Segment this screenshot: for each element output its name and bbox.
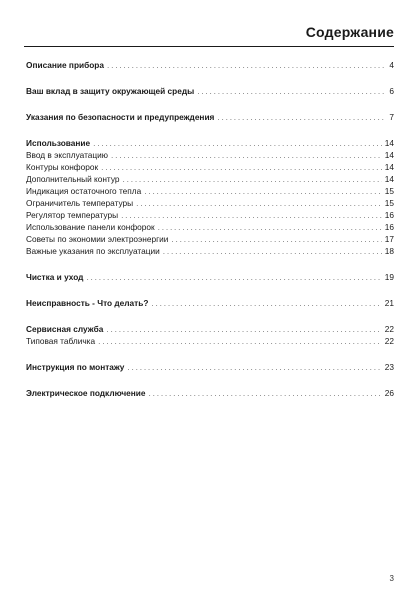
toc-spacer — [26, 347, 394, 361]
toc-dot-leader — [106, 323, 381, 335]
toc-entry-page-number: 14 — [384, 138, 394, 148]
toc-dot-leader — [127, 361, 381, 373]
toc-dot-leader — [107, 59, 386, 71]
toc-spacer — [26, 71, 394, 85]
toc-dot-leader — [158, 221, 382, 233]
toc-entry-label: Сервисная служба — [26, 324, 104, 334]
toc-entry-label: Электрическое подключение — [26, 388, 146, 398]
toc-dot-leader — [197, 85, 386, 97]
toc-entry-label: Важные указания по эксплуатации — [26, 246, 160, 256]
toc-entry-label: Дополнительный контур — [26, 174, 120, 184]
toc-dot-leader — [123, 173, 382, 185]
toc-entry-page-number: 14 — [384, 174, 394, 184]
toc-entry-page-number: 4 — [389, 60, 394, 70]
toc-entry-page-number: 6 — [389, 86, 394, 96]
toc-entry-label: Ограничитель температуры — [26, 198, 134, 208]
toc-dot-leader — [121, 209, 382, 221]
toc-subsection-entry[interactable] — [26, 209, 394, 221]
toc-spacer — [26, 123, 394, 137]
toc-section-entry[interactable] — [26, 387, 394, 399]
toc-entry-label: Инструкция по монтажу — [26, 362, 125, 372]
toc-entry-label: Чистка и уход — [26, 272, 84, 282]
toc-dot-leader — [136, 197, 382, 209]
toc-spacer — [26, 373, 394, 387]
toc-entry-label: Ваш вклад в защиту окружающей среды — [26, 86, 195, 96]
toc-entry-page-number: 19 — [384, 272, 394, 282]
toc-dot-leader — [163, 245, 382, 257]
toc-subsection-entry[interactable] — [26, 149, 394, 161]
toc-entry-page-number: 23 — [384, 362, 394, 372]
toc-dot-leader — [171, 233, 381, 245]
toc-entry-page-number: 15 — [384, 198, 394, 208]
toc-subsection-entry[interactable] — [26, 335, 394, 347]
toc-spacer — [26, 283, 394, 297]
toc-dot-leader — [101, 161, 382, 173]
toc-entry-label: Неисправность - Что делать? — [26, 298, 149, 308]
toc-entry-page-number: 26 — [384, 388, 394, 398]
toc-section-entry[interactable] — [26, 85, 394, 97]
toc-entry-page-number: 14 — [384, 162, 394, 172]
toc-entry-page-number: 22 — [384, 336, 394, 346]
toc-entry-label: Указания по безопасности и предупреждения — [26, 112, 215, 122]
toc-entry-label: Использование панели конфорок — [26, 222, 155, 232]
toc-entry-page-number: 22 — [384, 324, 394, 334]
toc-subsection-entry[interactable] — [26, 233, 394, 245]
toc-subsection-entry[interactable] — [26, 245, 394, 257]
toc-subsection-entry[interactable] — [26, 197, 394, 209]
toc-entry-label: Описание прибора — [26, 60, 104, 70]
toc-entry-label: Советы по экономии электроэнергии — [26, 234, 169, 244]
toc-entry-page-number: 16 — [384, 222, 394, 232]
toc-dot-leader — [93, 137, 382, 149]
toc-entry-label: Ввод в эксплуатацию — [26, 150, 108, 160]
toc-dot-leader — [86, 271, 381, 283]
toc-subsection-entry[interactable] — [26, 185, 394, 197]
toc-subsection-entry[interactable] — [26, 161, 394, 173]
toc-entry-page-number: 7 — [389, 112, 394, 122]
page-title: Содержание — [305, 24, 394, 40]
toc-entry-page-number: 16 — [384, 210, 394, 220]
page-number: 3 — [389, 574, 394, 583]
toc-dot-leader — [217, 111, 386, 123]
toc-entry-page-number: 14 — [384, 150, 394, 160]
toc-entry-label: Индикация остаточного тепла — [26, 186, 142, 196]
toc-entry-label: Использование — [26, 138, 91, 148]
toc-entry-label: Типовая табличка — [26, 336, 96, 346]
toc-dot-leader — [151, 297, 381, 309]
title-divider — [24, 46, 394, 47]
toc-section-entry[interactable] — [26, 111, 394, 123]
toc-section-entry[interactable] — [26, 59, 394, 71]
toc-subsection-entry[interactable] — [26, 221, 394, 233]
toc-entry-page-number: 17 — [384, 234, 394, 244]
toc-entry-label: Контуры конфорок — [26, 162, 99, 172]
toc-section-entry[interactable] — [26, 323, 394, 335]
toc-dot-leader — [149, 387, 382, 399]
toc-entry-page-number: 21 — [384, 298, 394, 308]
toc-dot-leader — [111, 149, 382, 161]
toc-entry-label: Регулятор температуры — [26, 210, 119, 220]
toc-section-entry[interactable] — [26, 137, 394, 149]
toc-entry-page-number: 15 — [384, 186, 394, 196]
toc-subsection-entry[interactable] — [26, 173, 394, 185]
toc-section-entry[interactable] — [26, 297, 394, 309]
toc-spacer — [26, 97, 394, 111]
toc-spacer — [26, 257, 394, 271]
toc-entry-page-number: 18 — [384, 246, 394, 256]
toc-section-entry[interactable] — [26, 271, 394, 283]
table-of-contents — [26, 59, 394, 399]
toc-section-entry[interactable] — [26, 361, 394, 373]
toc-dot-leader — [98, 335, 382, 347]
toc-dot-leader — [144, 185, 382, 197]
toc-spacer — [26, 309, 394, 323]
